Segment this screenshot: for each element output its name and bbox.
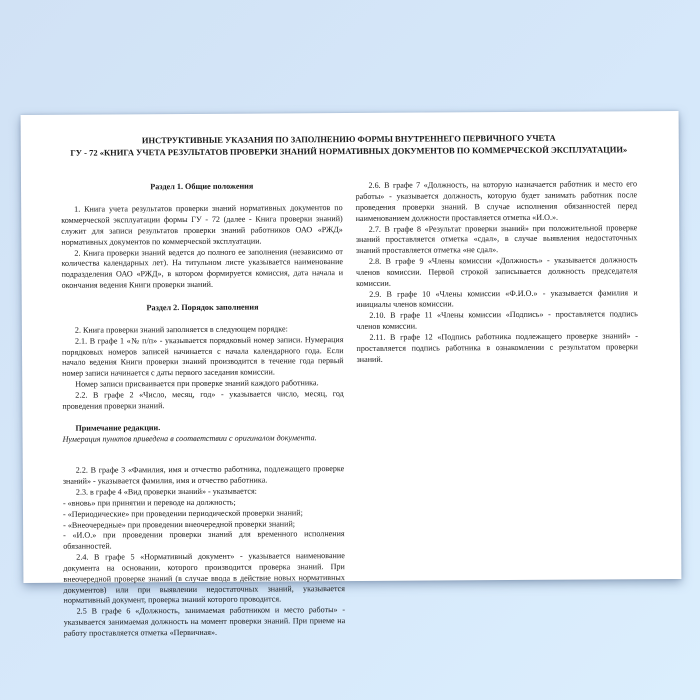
paragraph-2-8: 2.8. В графе 9 «Члены комиссии «Должность» - указывается должность членов комиссии. Первой строкой записывается должность председателя комиссии.: [356, 255, 638, 288]
paragraph-2-5: 2.5 В графе 6 «Должность, занимаемая работником и место работы» - указывается занимаемая должность на момент проверки знаний. При приеме на работу проставляется отметка «Первичная».: [63, 605, 346, 638]
paragraph-order-intro: 2. Книга проверки знаний заполняется в следующем порядке:: [74, 324, 288, 335]
document-title-line1: ИНСТРУКТИВНЫЕ УКАЗАНИЯ ПО ЗАПОЛНЕНИЮ ФОРМЫ ВНУТРЕННЕГО ПЕРВИЧНОГО УЧЕТА: [141, 132, 556, 146]
left-column: [61, 181, 345, 639]
paragraph-2-2-date: 2.2. В графе 2 «Число, месяц, год» - указывается число, месяц, год проведения проверки знаний.: [62, 389, 344, 411]
list-item-dash-3: - «Внеочередные» при проведении внеочередной проверки знаний;: [63, 518, 296, 530]
two-column-layout: [61, 179, 640, 639]
editorial-note-title: Примечание редакции.: [75, 422, 161, 433]
paragraph-2-4: 2.4. В графе 5 «Нормативный документ» - указывается наименование документа на основании, которого производится проверка знаний. При внеочередной проверке знаний (в случае ввода в действие новых нормативных документов) или при выявлении недостаточных знаний, указывается нормативный документ, проверка знаний которого проводится.: [63, 551, 346, 606]
document-title-line2: ГУ - 72 «КНИГА УЧЕТА РЕЗУЛЬТАТОВ ПРОВЕРКИ ЗНАНИЙ НОРМАТИВНЫХ ДОКУМЕНТОВ ПО КОММЕРЧЕСКОЙ ЭКСПЛУАТАЦИИ»: [70, 143, 628, 158]
paragraph-2-7: 2.7. В графе 8 «Результат проверки знаний» при положительной проверке знаний проставляется отметка «сдал», в случае выявления недостаточных знаний проставляется отметка «не сдал».: [355, 222, 638, 256]
document-content: [21, 111, 682, 640]
paragraph-2: 2. Книга проверки знаний ведется до полного ее заполнения (независимо от количества календарных лет). На титульном листе указывается наименование подразделения ОАО «РЖД», в котором формируется комиссия, дата начала и окончания ведения Книги проверки знаний.: [61, 246, 344, 290]
paragraph-2-1: 2.1. В графе 1 «№ п/п» - указывается порядковый номер записи. Нумерация порядковых номеров записей начинается с начала календарного года. Если начало ведения Книги проверки знаний производится в течение года первый номер записи начинается с даты первого заседания комиссии.: [61, 334, 344, 379]
section-1-heading: Раздел 1. Общие положения: [150, 181, 254, 192]
section-2-heading: Раздел 2. Порядок заполнения: [146, 302, 259, 313]
document-page: [21, 111, 682, 638]
right-column: [355, 179, 638, 365]
paragraph-2-9: 2.9. В графе 10 «Члены комиссии «Ф.И.О.» - указывается фамилия и инициалы членов комиссии.: [356, 287, 638, 310]
paragraph-2-11: 2.11. В графе 12 «Подпись работника подлежащего проверке знаний» - проставляется подпись работника в ознакомлении с результатом проверки знаний.: [356, 331, 639, 364]
list-item-dash-1: - «вновь» при принятии и переводе на должность;: [62, 497, 236, 508]
paragraph-1: 1. Книга учета результатов проверки знаний нормативных документов по коммерческой эксплуатации формы ГУ - 72 (далее - Книга проверки знаний) служит для записи результатов проверки знаний работников ОАО «РЖД» нормативных документов по коммерческой эксплуатации.: [61, 203, 343, 247]
document-title: [61, 132, 637, 159]
list-item-dash-2: - «Периодические» при проведении периодической проверки знаний;: [62, 508, 303, 519]
paragraph-2-6: 2.6. В графе 7 «Должность, на которую назначается работник и место его работы» - указывается должность, которую будет занимать работник после проведения проверки знаний. В случае исполнения обязанностей перед наименованием должности проставляется отметка «И.О.».: [355, 179, 638, 223]
editorial-note-body: Нумерация пунктов приведена в соответствии с оригиналом документа.: [62, 432, 317, 444]
paragraph-2-10: 2.10. В графе 11 «Члены комиссии «Подпись» - проставляется подпись членов комиссии.: [356, 309, 638, 332]
list-item-dash-4: - «И.О.» при проведении проверки знаний для временного исполнения обязанностей.: [63, 529, 345, 552]
paragraph-2-3: 2.3. в графе 4 «Вид проверки знаний» - указывается:: [75, 486, 257, 497]
paragraph-2-2-name: 2.2. В графе 3 «Фамилия, имя и отчество работника, подлежащего проверке знаний» - указывается фамилия, имя и отчество работника.: [62, 464, 345, 486]
paragraph-record-number: Номер записи присваивается при проверке знаний каждого работника.: [75, 378, 319, 389]
